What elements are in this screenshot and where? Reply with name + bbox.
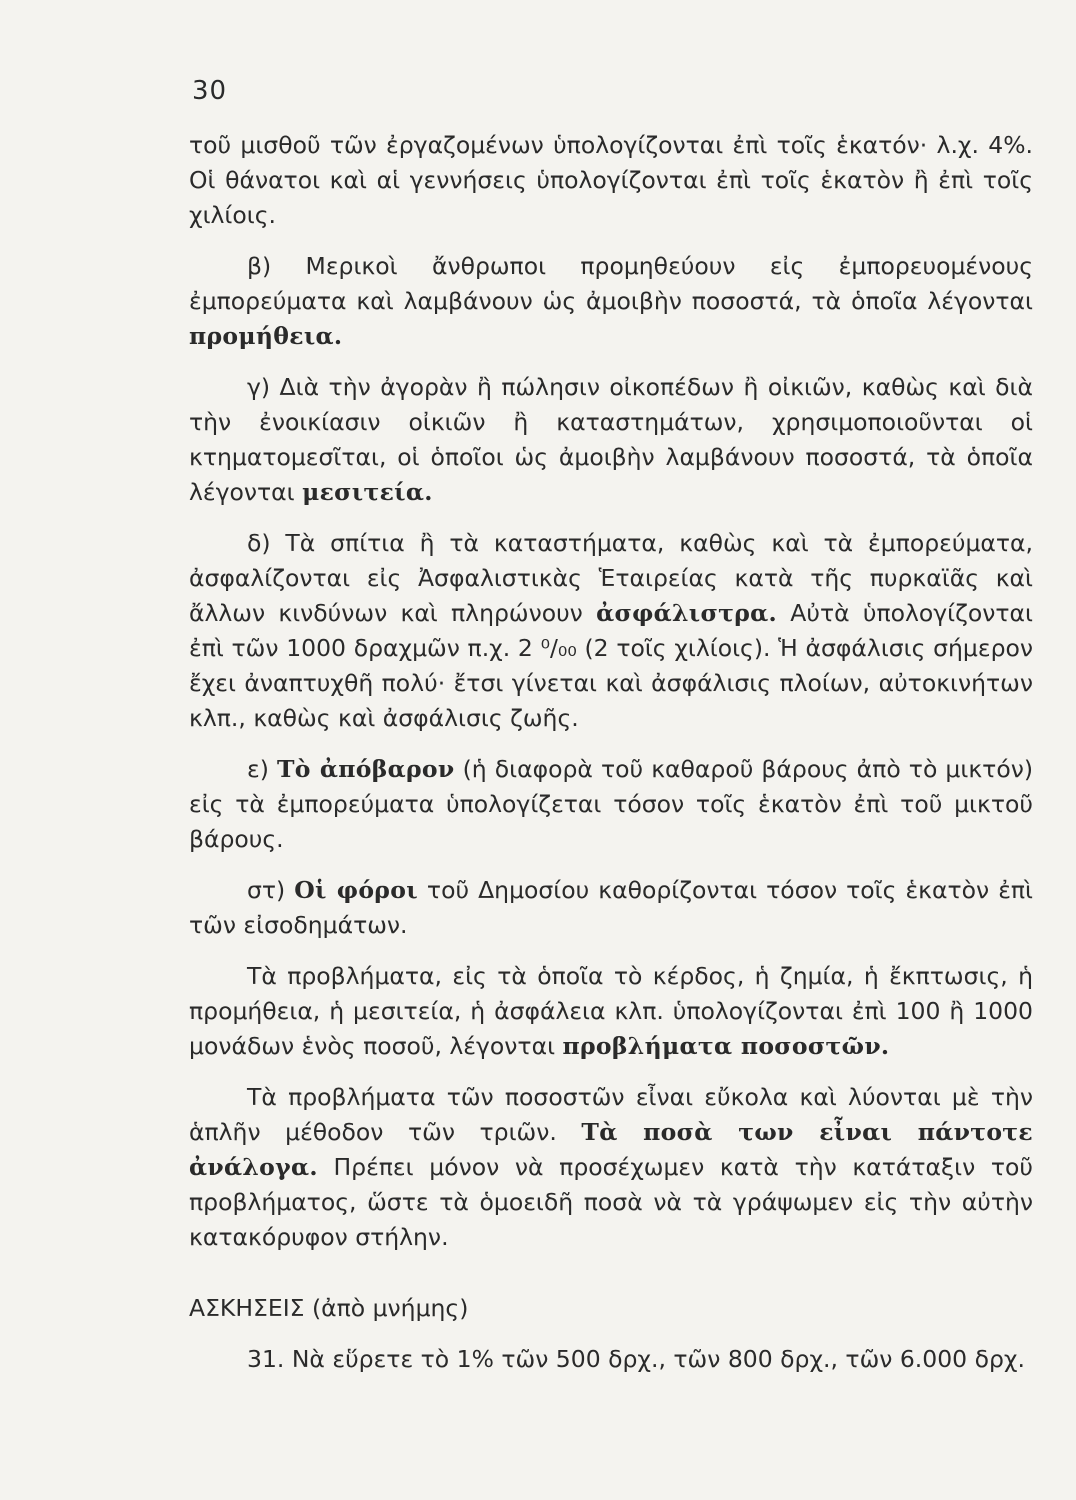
term-taxes: Οἱ φόροι xyxy=(294,876,418,904)
paragraph-tare xyxy=(189,752,1033,857)
paragraph-wages xyxy=(189,128,1033,233)
paragraph-insurance-text: δ) Τὰ σπίτια ἢ τὰ καταστήματα, καθὼς καὶ τὰ ἐμπορεύματα, ἀσφαλίζονται εἰς Ἀσφαλιστικὰς Ἑταιρείας κατὰ τῆς πυρκαϊᾶς καὶ ἄλλων κινδύνων καὶ πληρώνουν xyxy=(189,529,1033,627)
exercise-31 xyxy=(189,1342,1033,1377)
term-commission: προμήθεια. xyxy=(189,322,343,350)
page-body xyxy=(189,128,1033,1377)
term-insurance-premium: ἀσφάλιστρα. xyxy=(596,599,778,627)
exercise-31-text: 31. Νὰ εὕρετε τὸ 1% τῶν 500 δρχ., τῶν 800 δρχ., τῶν 6.000 δρχ. xyxy=(247,1345,1025,1373)
paragraph-tare-prefix: ε) xyxy=(247,755,277,783)
paragraph-rule-of-three-text-end: Πρέπει μόνον νὰ προσέχωμεν κατὰ τὴν κατάταξιν τοῦ προβλήματος, ὥστε τὰ ὁμοειδῆ ποσὰ νὰ τὰ γράψωμεν εἰς τὴν αὐτὴν κατακόρυφον στήλην. xyxy=(189,1153,1033,1251)
paragraph-commission xyxy=(189,249,1033,354)
paragraph-taxes xyxy=(189,873,1033,943)
paragraph-taxes-prefix: στ) xyxy=(247,876,295,904)
term-tare: Τὸ ἀπόβαρον xyxy=(276,755,455,783)
paragraph-commission-text: β) Μερικοὶ ἄνθρωποι προμηθεύουν εἰς ἐμπορευομένους ἐμπορεύματα καὶ λαμβάνουν ὡς ἀμοιβὴν ποσοστά, τὰ ὁποῖα λέγονται xyxy=(189,252,1033,315)
paragraph-percentage-problems xyxy=(189,959,1033,1064)
paragraph-wages-text: τοῦ μισθοῦ τῶν ἐργαζομένων ὑπολογίζονται ἐπὶ τοῖς ἑκατόν· λ.χ. 4%. Οἱ θάνατοι καὶ αἱ γεννήσεις ὑπολογίζονται ἐπὶ τοῖς ἑκατὸν ἢ ἐπὶ τοῖς χιλίοις. xyxy=(189,131,1033,229)
paragraph-percentage-problems-text: Τὰ προβλήματα, εἰς τὰ ὁποῖα τὸ κέρδος, ἡ ζημία, ἡ ἔκπτωσις, ἡ προμήθεια, ἡ μεσιτεία, ἡ ἀσφάλεια κλπ. ὑπολογίζονται ἐπὶ 100 ἢ 1000 μονάδων ἑνὸς ποσοῦ, λέγονται xyxy=(189,962,1033,1060)
page-number: 30 xyxy=(192,76,228,106)
paragraph-rule-of-three xyxy=(189,1080,1033,1255)
paragraph-taxes-text: τοῦ Δημοσίου καθορίζονται τόσον τοῖς ἑκατὸν ἐπὶ τῶν εἰσοδημάτων. xyxy=(189,876,1033,939)
paragraph-insurance-text-end: Αὐτὰ ὑπολογίζονται ἐπὶ τῶν 1000 δραχμῶν π.χ. 2 ⁰/₀₀ (2 τοῖς χιλίοις). Ἡ ἀσφάλισις σήμερον ἔχει ἀναπτυχθῆ πολύ· ἔτσι γίνεται καὶ ἀσφάλισις πλοίων, αὐτοκινήτων κλπ., καθὼς καὶ ἀσφάλισις ζωῆς. xyxy=(189,599,1033,732)
paragraph-rule-of-three-text: Τὰ προβλήματα τῶν ποσοστῶν εἶναι εὔκολα καὶ λύονται μὲ τὴν ἁπλῆν μέθοδον τῶν τριῶν. xyxy=(189,1083,1033,1146)
paragraph-brokerage xyxy=(189,370,1033,510)
exercises-heading: ΑΣΚΗΣΕΙΣ (ἀπὸ μνήμης) xyxy=(189,1294,469,1322)
paragraph-tare-text: (ἡ διαφορὰ τοῦ καθαροῦ βάρους ἀπὸ τὸ μικτόν) εἰς τὰ ἐμπορεύματα ὑπολογίζεται τόσον τοῖς ἑκατὸν ἐπὶ τοῦ μικτοῦ βάρους. xyxy=(189,755,1033,853)
paragraph-insurance xyxy=(189,526,1033,736)
term-proportional: Τὰ ποσὰ των εἶναι πάντοτε ἀνάλογα. xyxy=(189,1118,1033,1181)
term-brokerage: μεσιτεία. xyxy=(302,478,433,506)
term-percentage-problems: προβλήματα ποσοστῶν. xyxy=(562,1032,890,1060)
paragraph-brokerage-text: γ) Διὰ τὴν ἀγορὰν ἢ πώλησιν οἰκοπέδων ἢ οἰκιῶν, καθὼς καὶ διὰ τὴν ἐνοικίασιν οἰκιῶν ἢ καταστημάτων, χρησιμοποιοῦνται οἱ κτηματομεσῖται, οἱ ὁποῖοι ὡς ἀμοιβὴν λαμβάνουν ποσοστά, τὰ ὁποῖα λέγονται xyxy=(189,373,1033,506)
